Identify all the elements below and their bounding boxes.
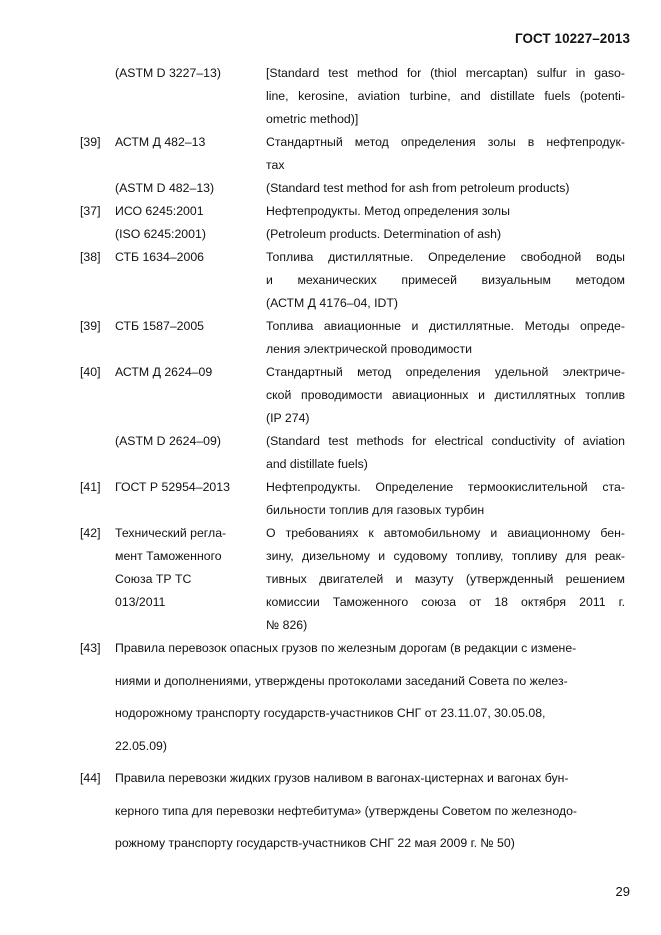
reference-title (115, 637, 625, 767)
designation-line: СТБ 1634–2006 (115, 250, 205, 264)
reference-number (80, 430, 115, 476)
reference-title (266, 315, 625, 361)
title-line: О требованиях к автомобильному и авиационному бен- (266, 526, 625, 540)
reference-designation (115, 177, 266, 200)
reference-number-text: [41] (80, 480, 101, 494)
designation-line: мент Таможенного (115, 549, 222, 563)
reference-number-text: [38] (80, 250, 101, 264)
reference-number-text (80, 177, 115, 200)
reference-entry (80, 430, 625, 476)
designation-line: (ASTM D 3227–13) (115, 66, 221, 80)
references-list (80, 62, 625, 865)
reference-entry (80, 200, 625, 223)
title-line: керного типа для перевозки нефтебитума» (утверждены Советом по железнодо- (115, 803, 578, 818)
reference-designation (115, 476, 266, 522)
reference-entry (80, 476, 625, 522)
title-line: ления электрической проводимости (266, 342, 472, 356)
title-line: (Petroleum products. Determination of ash) (266, 227, 502, 241)
reference-number (80, 177, 115, 200)
reference-designation (115, 361, 266, 430)
designation-line: 013/2011 (115, 595, 166, 609)
title-line: and distillate fuels) (266, 457, 368, 471)
title-line: ниями и дополнениями, утверждены протоколами заседаний Совета по желез- (115, 673, 568, 688)
reference-number-text: [44] (80, 771, 101, 785)
reference-designation (115, 131, 266, 177)
title-line: (АСТМ Д 4176–04, IDT) (266, 296, 399, 310)
reference-entry (80, 361, 625, 430)
reference-title (266, 131, 625, 177)
page-number: 29 (615, 884, 630, 899)
reference-number-text: [37] (80, 204, 101, 218)
reference-designation (115, 315, 266, 361)
title-line: тах (266, 158, 285, 172)
title-line: рожному транспорту государств-участников СНГ 22 мая 2009 г. № 50) (115, 836, 515, 850)
reference-title (266, 62, 625, 131)
reference-designation (115, 223, 266, 246)
reference-number (80, 223, 115, 246)
title-line: зину, дизельному и судовому топливу, топливу для реак- (266, 549, 625, 563)
designation-line: (ASTM D 482–13) (115, 181, 215, 195)
title-line: Правила перевозок опасных грузов по железным дорогам (в редакции с измене- (115, 641, 577, 655)
reference-designation (115, 62, 266, 131)
title-line: ской проводимости авиационных и дистиллятных топлив (266, 388, 625, 402)
reference-entry (80, 131, 625, 177)
title-line: 22.05.09) (115, 738, 167, 753)
title-line: № 826) (266, 618, 308, 632)
reference-number (80, 315, 115, 361)
reference-designation (115, 246, 266, 315)
designation-line: (ASTM D 2624–09) (115, 434, 221, 448)
reference-title (266, 430, 625, 476)
title-line: (IP 274) (266, 411, 310, 425)
reference-title (266, 522, 625, 637)
reference-title (266, 223, 625, 246)
reference-entry (80, 522, 625, 637)
reference-number-text: [40] (80, 365, 101, 379)
reference-entry (80, 177, 625, 200)
designation-line: (ISO 6245:2001) (115, 227, 206, 241)
reference-title (266, 177, 625, 200)
reference-number (80, 246, 115, 315)
title-line: нодорожному транспорту государств-участников СНГ от 23.11.07, 30.05.08, (115, 706, 546, 720)
reference-title (266, 361, 625, 430)
reference-entry (80, 246, 625, 315)
title-line: Стандартный метод определения золы в нефтепродук- (266, 135, 625, 149)
reference-number-text: [39] (80, 135, 101, 149)
reference-title (266, 200, 625, 223)
reference-entry (80, 315, 625, 361)
title-line: Нефтепродукты. Метод определения золы (266, 204, 510, 218)
reference-number-text: [39] (80, 319, 101, 333)
document-code-header: ГОСТ 10227–2013 (514, 31, 630, 46)
reference-number-text: [42] (80, 526, 101, 540)
reference-number-text (80, 223, 115, 246)
reference-designation (115, 522, 266, 637)
title-line: комиссии Таможенного союза от 18 октября 2011 г. (266, 595, 625, 609)
title-line: и механических примесей визуальным методом (266, 273, 625, 287)
reference-entry-wide (80, 767, 625, 865)
title-line: Стандартный метод определения удельной электриче- (266, 365, 625, 379)
reference-designation (115, 430, 266, 476)
title-line: Нефтепродукты. Определение термоокислительной ста- (266, 480, 625, 494)
title-line: Топлива дистиллятные. Определение свободной воды (266, 250, 625, 264)
reference-number (80, 200, 115, 223)
reference-number (80, 476, 115, 522)
title-line: Правила перевозки жидких грузов наливом в вагонах-цистернах и вагонах бун- (115, 771, 569, 785)
designation-line: АСТМ Д 482–13 (115, 135, 206, 149)
reference-number (80, 522, 115, 637)
designation-line: Технический регла- (115, 526, 227, 540)
title-line: Топлива авиационные и дистиллятные. Методы опреде- (266, 319, 625, 333)
reference-number-text (80, 430, 115, 453)
title-line: [Standard test method for (thiol mercaptan) sulfur in gaso- (266, 66, 625, 80)
title-line: ometric method)] (266, 112, 359, 126)
title-line: тивных двигателей и мазуту (утвержденный решением (266, 572, 625, 586)
reference-designation (115, 200, 266, 223)
designation-line: ГОСТ Р 52954–2013 (115, 480, 230, 494)
reference-number (80, 767, 115, 865)
reference-number-text: [43] (80, 641, 101, 655)
reference-number (80, 131, 115, 177)
title-line: бильности топлив для газовых турбин (266, 503, 485, 517)
reference-entry (80, 223, 625, 246)
reference-entry (80, 62, 625, 131)
reference-number-text (80, 62, 115, 85)
designation-line: СТБ 1587–2005 (115, 319, 205, 333)
reference-title (266, 246, 625, 315)
title-line: (Standard test method for ash from petroleum products) (266, 181, 570, 195)
title-line: line, kerosine, aviation turbine, and distillate fuels (potenti- (266, 89, 625, 103)
reference-number (80, 361, 115, 430)
designation-line: АСТМ Д 2624–09 (115, 365, 213, 379)
designation-line: Союза ТР ТС (115, 572, 192, 586)
title-line: (Standard test methods for electrical conductivity of aviation (266, 434, 625, 448)
designation-line: ИСО 6245:2001 (115, 204, 204, 218)
reference-entry-wide (80, 637, 625, 767)
reference-number (80, 637, 115, 767)
reference-title (266, 476, 625, 522)
reference-title (115, 767, 625, 865)
reference-number (80, 62, 115, 131)
